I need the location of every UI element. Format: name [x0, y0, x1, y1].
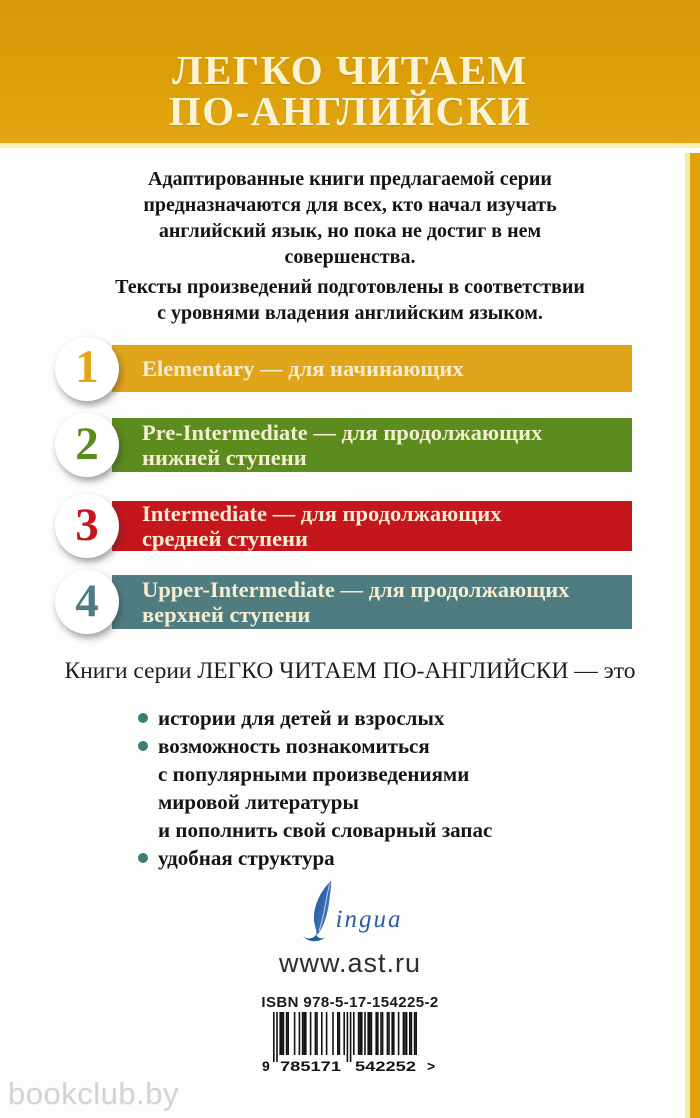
- bullet-icon: [138, 853, 148, 863]
- feature-text: удобная структура: [158, 846, 335, 870]
- level-label-line-2: средней ступени: [142, 526, 308, 551]
- level-number-badge: [55, 494, 119, 558]
- svg-text:>: >: [427, 1058, 436, 1074]
- series-note: Книги серии ЛЕГКО ЧИТАЕМ ПО-АНГЛИЙСКИ — это: [64, 658, 636, 684]
- level-row-pre-intermediate: [0, 418, 700, 472]
- level-label-line-2: верхней ступени: [142, 602, 311, 627]
- svg-text:542252: 542252: [355, 1058, 417, 1074]
- feature-item: [138, 704, 700, 732]
- intro-line: совершенства.: [284, 246, 416, 268]
- level-bar: [112, 501, 632, 551]
- level-row-elementary: [0, 341, 700, 393]
- lingua-logo-text: ingua: [335, 906, 403, 933]
- publisher-website: www.ast.ru: [278, 948, 422, 978]
- feature-item-continuation: [138, 760, 700, 788]
- bookclub-watermark: bookclub.by: [8, 1076, 179, 1111]
- level-label-line-2: нижней ступени: [142, 445, 307, 470]
- feature-item-continuation: [138, 816, 700, 844]
- level-bar: [112, 575, 632, 629]
- features-list: [138, 704, 700, 872]
- feature-item-continuation: [138, 788, 700, 816]
- svg-text:9: 9: [262, 1058, 270, 1074]
- series-title-banner: [0, 0, 700, 148]
- level-number: 1: [75, 341, 99, 393]
- level-row-upper-intermediate: [0, 575, 700, 629]
- feature-item: [138, 732, 700, 760]
- intro-paragraph-1: [0, 166, 700, 270]
- feature-text: истории для детей и взрослых: [158, 706, 445, 730]
- bullet-icon: [138, 713, 148, 723]
- barcode: [261, 1012, 439, 1074]
- level-label: Pre-Intermediate — для продолжающих: [142, 420, 543, 445]
- level-label: Intermediate — для продолжающих: [142, 501, 502, 526]
- feature-text: возможность познакомиться: [158, 734, 430, 758]
- isbn-label: ISBN 978-5-17-154225-2: [261, 994, 439, 1011]
- intro-line: английский язык, но пока не достиг в нем: [158, 220, 542, 242]
- level-number-badge: [55, 337, 119, 401]
- bullet-icon: [138, 741, 148, 751]
- intro-line: Тексты произведений подготовлены в соответствии: [115, 276, 585, 298]
- level-number: 2: [75, 417, 99, 470]
- level-number-badge: [55, 570, 119, 634]
- series-title-line-2: ПО-АНГЛИЙСКИ: [168, 88, 532, 134]
- feature-item: [138, 844, 700, 872]
- svg-text:785171: 785171: [280, 1058, 342, 1074]
- isbn-block: [0, 994, 700, 1074]
- lingua-logo: [0, 878, 700, 942]
- level-number-badge: [55, 413, 119, 477]
- feature-text: с популярными произведениями: [158, 762, 470, 786]
- intro-paragraph-2: [0, 274, 700, 326]
- level-bar: [112, 418, 632, 472]
- level-label: Elementary — для начинающих: [142, 356, 464, 381]
- level-label: Upper-Intermediate — для продолжающих: [142, 577, 570, 602]
- series-title-line-1: ЛЕГКО ЧИТАЕМ: [172, 47, 528, 93]
- level-number: 4: [75, 574, 99, 627]
- feature-text: мировой литературы: [158, 790, 359, 814]
- level-list: [0, 341, 700, 629]
- intro-line: с уровнями владения английским языком.: [157, 302, 543, 324]
- intro-line: Адаптированные книги предлагаемой серии: [148, 168, 552, 190]
- level-number: 3: [75, 498, 99, 551]
- gold-edge-strip: [685, 153, 700, 1118]
- intro-line: предназначаются для всех, кто начал изучать: [143, 194, 557, 216]
- level-row-intermediate: [0, 498, 700, 551]
- level-bar: [112, 345, 632, 392]
- feature-text: и пополнить свой словарный запас: [158, 818, 493, 842]
- cover-body: [0, 148, 700, 1074]
